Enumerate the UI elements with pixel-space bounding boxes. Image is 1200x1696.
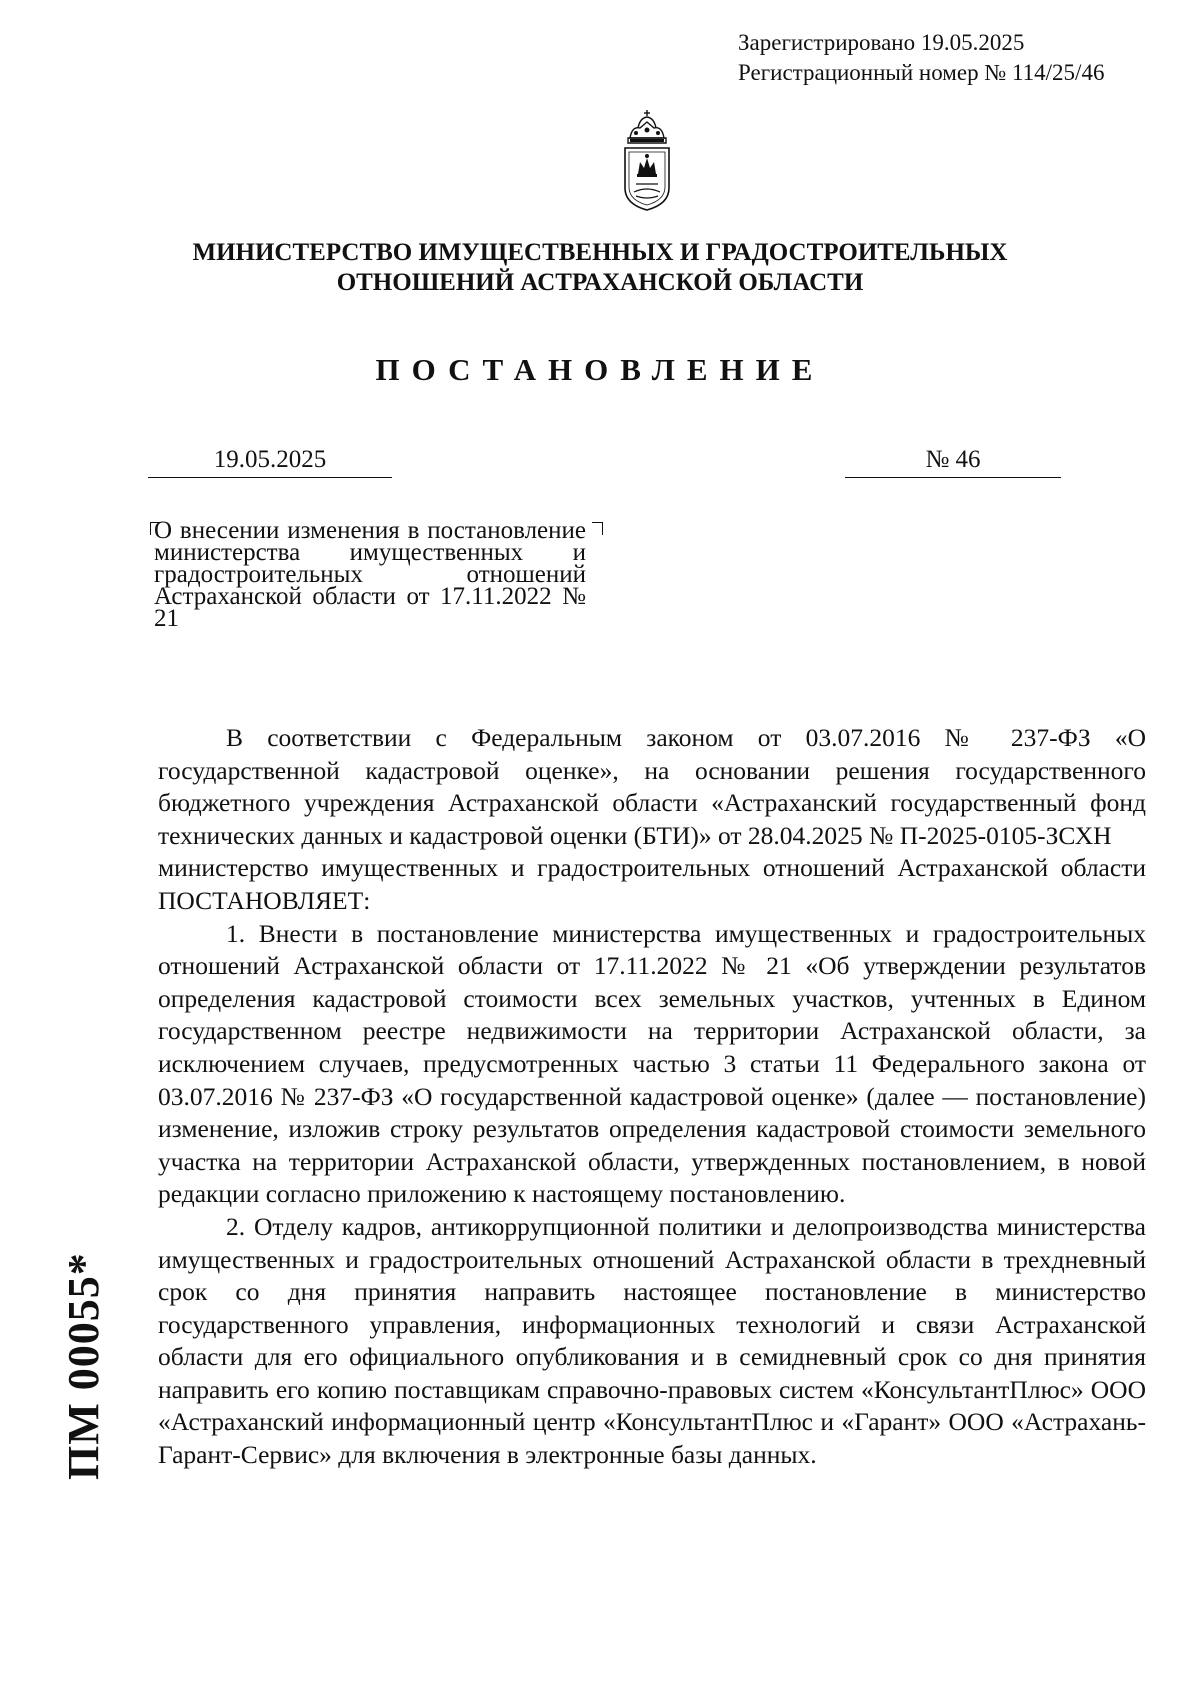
document-date: 19.05.2025 [148, 445, 392, 478]
registration-number-line: Регистрационный номер № 114/25/46 [738, 60, 1105, 85]
document-body [158, 722, 1146, 1472]
ministry-title-line-1: МИНИСТЕРСТВО ИМУЩЕСТВЕННЫХ И ГРАДОСТРОИТЕЛЬНЫХ [192, 239, 1008, 266]
resolution-paragraph: министерство имущественных и градостроительных отношений Астраханской области ПОСТАНОВЛЯЕТ: [158, 853, 1146, 915]
item-2-paragraph: 2. Отделу кадров, антикоррупционной политики и делопроизводства министерства имущественных и градостроительных отношений Астраханской области в трехдневный срок со дня принятия направить настоящее постановление в министерство государственного управления, информационных технологий и связи Астраханской области для его официального опубликования и в семидневный срок со дня принятия направить его копию поставщикам справочно-правовых систем «КонсультантПлюс» ООО «Астраханский информационный центр «КонсультантПлюс и «Гарант» ООО «Астрахань-Гарант-Сервис» для включения в электронные базы данных. [158, 1211, 1146, 1470]
astrakhan-coat-of-arms-icon [618, 108, 676, 212]
registration-date-line: Зарегистрировано 19.05.2025 [738, 30, 1025, 55]
registration-stamp [738, 28, 1104, 88]
ministry-title [100, 238, 1100, 298]
side-registration-stamp: ПМ 00055* [59, 1252, 108, 1480]
item-1-paragraph: 1. Внести в постановление министерства имущественных и градостроительных отношений Астраханской области от 17.11.2022 № 21 «Об утверждении результатов определения кадастровой стоимости всех земельных участков, учтенных в Едином государственном реестре недвижимости на территории Астраханской области, за исключением случаев, предусмотренных частью 3 статьи 11 Федерального закона от 03.07.2016 № 237-ФЗ «О государственной кадастровой оценке» (далее — постановление) изменение, изложив строку результатов определения кадастровой стоимости земельного участка на территории Астраханской области, утвержденных постановлением, в новой редакции согласно приложению к настоящему постановлению. [158, 918, 1146, 1209]
ministry-title-line-2: ОТНОШЕНИЙ АСТРАХАНСКОЙ ОБЛАСТИ [336, 269, 864, 296]
document-number: № 46 [845, 445, 1061, 478]
document-subject: О внесении изменения в постановление министерства имущественных и градостроительных отношений Астраханской области от 17.11.2022 № 21 [154, 517, 586, 632]
subject-bracket-right [592, 522, 603, 535]
preamble-paragraph: В соответствии с Федеральным законом от 03.07.2016 № 237-ФЗ «О государственной кадастровой оценке», на основании решения государственного бюджетного учреждения Астраханской области «Астраханский государственный фонд технических данных и кадастровой оценки (БТИ)» от 28.04.2025 № П-2025-0105-ЗСХН [158, 723, 1146, 850]
document-type: ПОСТАНОВЛЕНИЕ [375, 352, 825, 387]
